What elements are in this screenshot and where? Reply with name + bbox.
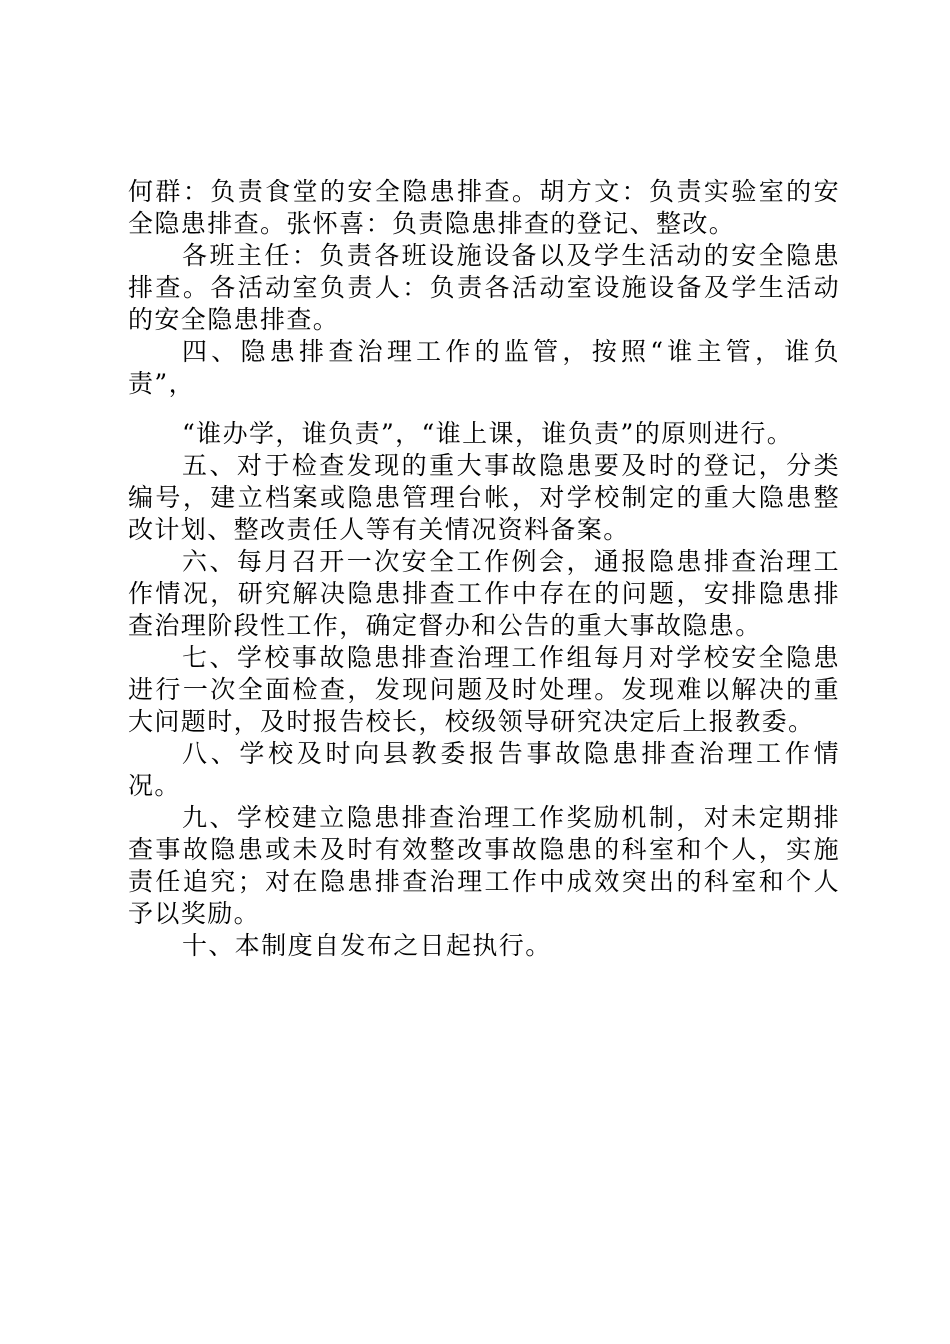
paragraph-item-10: 十、本制度自发布之日起执行。 xyxy=(182,931,552,960)
document-body xyxy=(128,176,840,962)
paragraph-item-7: 七、学校事故隐患排查治理工作组每月对学校安全隐患进行一次全面检查，发现问题及时处理。发现难以解决的重大问题时，及时报告校长，校级领导研究决定后上报教委。 xyxy=(128,643,840,736)
paragraph-item-9: 九、学校建立隐患排查治理工作奖励机制，对未定期排查事故隐患或未及时有效整改事故隐患的科室和个人，实施责任追究；对在隐患排查治理工作中成效突出的科室和个人予以奖励。 xyxy=(128,803,840,928)
paragraph-item-4-part-1: 四、隐患排查治理工作的监管，按照“谁主管，谁负责”， xyxy=(128,337,840,398)
paragraph-staff-duties: 何群：负责食堂的安全隐患排查。胡方文：负责实验室的安全隐患排查。张怀喜：负责隐患排查的登记、整改。 xyxy=(128,177,840,238)
paragraph-item-8: 八、学校及时向县教委报告事故隐患排查治理工作情况。 xyxy=(128,739,840,800)
paragraph-class-teachers: 各班主任：负责各班设施设备以及学生活动的安全隐患排查。各活动室负责人：负责各活动室设施设备及学生活动的安全隐患排查。 xyxy=(128,241,840,334)
paragraph-item-5: 五、对于检查发现的重大事故隐患要及时的登记，分类编号，建立档案或隐患管理台帐，对学校制定的重大隐患整改计划、整改责任人等有关情况资料备案。 xyxy=(128,451,840,544)
paragraph-item-4-part-2: “谁办学，谁负责”，“谁上课，谁负责”的原则进行。 xyxy=(182,419,794,448)
paragraph-item-6: 六、每月召开一次安全工作例会，通报隐患排查治理工作情况，研究解决隐患排查工作中存在的问题，安排隐患排查治理阶段性工作，确定督办和公告的重大事故隐患。 xyxy=(128,547,840,640)
